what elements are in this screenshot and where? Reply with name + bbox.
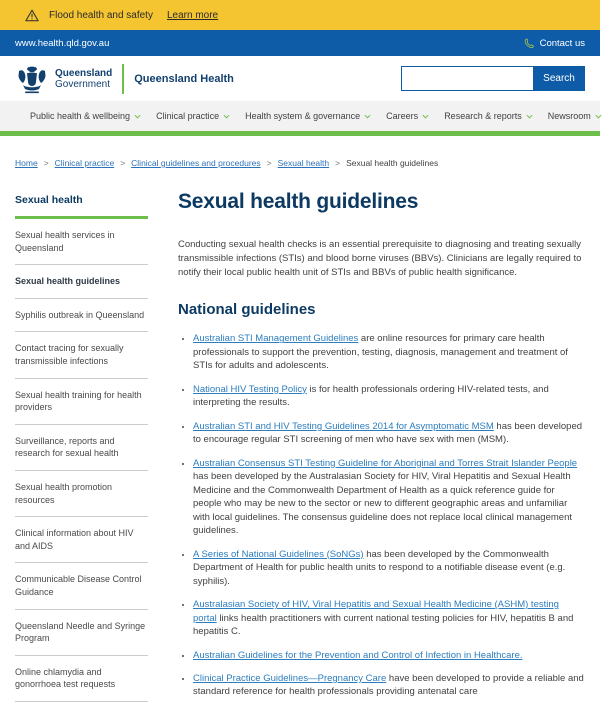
alert-banner	[0, 0, 600, 30]
sidebar	[15, 188, 148, 709]
breadcrumb-item-3[interactable]: Sexual health	[277, 158, 330, 168]
guideline-text: is for health professionals ordering HIV-related tests, and interpreting the results.	[193, 383, 549, 409]
page-title: Sexual health guidelines	[178, 190, 419, 213]
nav-item-1[interactable]	[156, 111, 230, 121]
chevron-down-icon	[526, 114, 533, 119]
phone-icon	[524, 38, 535, 49]
search-input[interactable]	[401, 66, 533, 91]
guideline-item-5	[193, 598, 585, 638]
sidebar-item-4[interactable]: Sexual health training for health providers	[15, 379, 148, 425]
breadcrumb-item-2[interactable]: Clinical guidelines and procedures	[131, 158, 261, 168]
chevron-down-icon	[422, 114, 429, 119]
chevron-down-icon	[134, 114, 141, 119]
guideline-text: has been developed by the Commonwealth Department of Health for public health units to respond to a notifiable disease event (e.g. syphilis).	[193, 548, 566, 587]
nav-item-label: Public health & wellbeing	[30, 111, 131, 121]
guideline-item-6	[193, 649, 585, 662]
queensland-government-crest	[15, 63, 49, 95]
sidebar-item-5[interactable]: Surveillance, reports and research for sexual health	[15, 425, 148, 471]
nav-item-4[interactable]	[444, 111, 533, 121]
guideline-item-4	[193, 548, 585, 588]
sidebar-item-3[interactable]: Contact tracing for sexually transmissible infections	[15, 332, 148, 378]
warning-triangle-icon	[25, 9, 39, 22]
search-button[interactable]: Search	[533, 66, 585, 91]
guideline-text: links health practitioners with current national testing policies for HIV, hepatitis B and hepatitis C.	[193, 612, 574, 638]
site-header	[0, 56, 600, 101]
guideline-item-7	[193, 672, 585, 699]
site-title[interactable]: Queensland Health	[134, 72, 234, 85]
guideline-item-3	[193, 457, 585, 538]
guideline-text: are online resources for primary care health professionals to support the prevention, testing, diagnosis, management and treatment of STIs for adults and adolescents.	[193, 333, 568, 372]
nav-item-label: Careers	[386, 111, 419, 121]
sidebar-items	[15, 219, 148, 702]
sidebar-item-0[interactable]: Sexual health services in Queensland	[15, 219, 148, 265]
sidebar-item-2[interactable]: Syphilis outbreak in Queensland	[15, 299, 148, 333]
guideline-text: have been developed to provide a reliable and standard reference for health professionals providing antenatal care	[193, 672, 584, 698]
contact-us-label: Contact us	[539, 37, 585, 49]
main-nav-items	[30, 111, 602, 121]
breadcrumb-separator: >	[120, 158, 126, 168]
sidebar-item-8[interactable]: Communicable Disease Control Guidance	[15, 563, 148, 609]
intro-paragraph: Conducting sexual health checks is an essential prerequisite to diagnosing and treating sexually transmissible infections (STIs) and blood borne viruses (BBVs). Clinicians are legally required to notify their local public health unit of STIs and BBVs of public health significance.	[178, 239, 582, 278]
guideline-item-0	[193, 332, 585, 372]
sidebar-item-10[interactable]: Online chlamydia and gonorrhoea test requests	[15, 656, 148, 702]
breadcrumb-item-4: Sexual health guidelines	[346, 158, 439, 168]
nav-item-2[interactable]	[245, 111, 371, 121]
guideline-link-5[interactable]: Australasian Society of HIV, Viral Hepatitis and Sexual Health Medicine (ASHM) testing portal	[193, 599, 559, 624]
alert-message: Flood health and safety	[49, 9, 153, 21]
logo-divider	[122, 64, 124, 94]
breadcrumb-item-1[interactable]: Clinical practice	[54, 158, 115, 168]
guideline-link-4[interactable]: A Series of National Guidelines (SoNGs)	[193, 548, 364, 560]
breadcrumb-item-0[interactable]: Home	[15, 158, 38, 168]
search-area	[401, 66, 585, 91]
guidelines-list	[178, 332, 585, 699]
nav-item-0[interactable]	[30, 111, 141, 121]
guideline-text: has been developed to encourage regular STI screening of men who have sex with men (MSM).	[193, 420, 583, 446]
breadcrumb-separator: >	[335, 158, 341, 168]
guideline-link-6[interactable]: Australian Guidelines for the Prevention and Control of Infection in Healthcare.	[193, 649, 523, 661]
breadcrumb-separator: >	[43, 158, 49, 168]
sidebar-item-1[interactable]: Sexual health guidelines	[15, 265, 148, 299]
nav-item-5[interactable]	[548, 111, 602, 121]
contact-us-link[interactable]	[524, 38, 585, 49]
chevron-down-icon	[595, 114, 602, 119]
main-nav	[0, 101, 600, 131]
logo-line1: Queensland	[55, 67, 113, 79]
guideline-item-2	[193, 420, 585, 447]
alert-learn-more-link[interactable]: Learn more	[166, 9, 219, 21]
breadcrumb	[0, 136, 600, 168]
guideline-text: has been developed by the Australasian Society for HIV, Viral Hepatitis and Sexual Health Medicine and the Commonwealth Department of Health as a quick reference guide for people who may be new to the sector or new to different geographic areas and unfamiliar with local guidelines. The consensus guideline does not replace local clinical management guidelines.	[193, 471, 572, 537]
nav-item-label: Clinical practice	[156, 111, 220, 121]
queensland-government-wordmark[interactable]	[55, 68, 112, 90]
guideline-item-1	[193, 383, 585, 410]
section-heading: National guidelines	[178, 301, 316, 319]
guideline-link-0[interactable]: Australian STI Management Guidelines	[193, 333, 359, 345]
guideline-link-2[interactable]: Australian STI and HIV Testing Guidelines 2014 for Asymptomatic MSM	[193, 420, 494, 432]
guideline-link-3[interactable]: Australian Consensus STI Testing Guideline for Aboriginal and Torres Strait Islander People	[193, 457, 578, 469]
sidebar-item-7[interactable]: Clinical information about HIV and AIDS	[15, 517, 148, 563]
sidebar-heading[interactable]: Sexual health	[15, 188, 148, 219]
content	[0, 188, 600, 709]
chevron-down-icon	[364, 114, 371, 119]
site-url[interactable]: www.health.qld.gov.au	[15, 37, 110, 49]
nav-item-label: Health system & governance	[245, 111, 361, 121]
nav-item-label: Newsroom	[547, 111, 591, 121]
chevron-down-icon	[223, 114, 230, 119]
nav-item-label: Research & reports	[444, 111, 522, 121]
utility-bar	[0, 30, 600, 56]
sidebar-item-6[interactable]: Sexual health promotion resources	[15, 471, 148, 517]
nav-item-3[interactable]	[386, 111, 429, 121]
sidebar-item-9[interactable]: Queensland Needle and Syringe Program	[15, 610, 148, 656]
main-content	[178, 188, 585, 709]
breadcrumb-separator: >	[266, 158, 272, 168]
guideline-link-1[interactable]: National HIV Testing Policy	[193, 383, 307, 395]
logo-line2: Government	[55, 78, 111, 90]
guideline-link-7[interactable]: Clinical Practice Guidelines—Pregnancy Care	[193, 672, 387, 684]
